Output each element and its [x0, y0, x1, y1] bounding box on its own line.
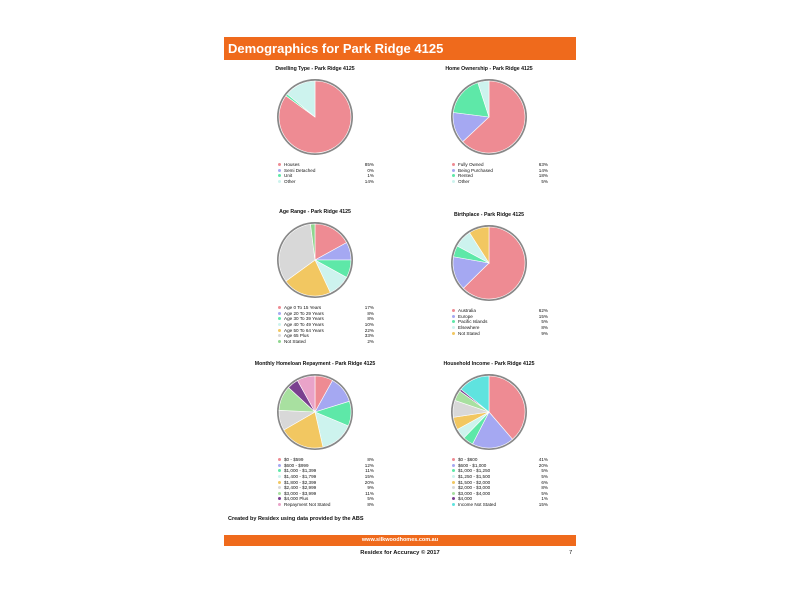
legend-value: 5%	[367, 496, 374, 502]
legend-value: 85%	[364, 162, 374, 168]
legend-label: $3,000 - $3,999	[284, 490, 317, 496]
source-credit: Created by Residex using data provided by the ABS	[228, 516, 364, 522]
pie-svg	[448, 222, 530, 304]
legend-swatch	[452, 503, 455, 506]
legend-value: 0%	[367, 167, 374, 173]
legend-label: Not Stated	[284, 338, 306, 344]
chart-legend	[278, 162, 400, 184]
legend-swatch	[278, 340, 281, 343]
legend-value: 5%	[541, 179, 548, 185]
legend-swatch	[452, 326, 455, 329]
chart-legend	[452, 308, 574, 336]
legend-value: 62%	[538, 308, 548, 314]
birthplace-chart	[404, 212, 574, 336]
legend-label: $1,800 - $2,399	[284, 479, 317, 485]
legend-swatch	[452, 309, 455, 312]
legend-value: 1%	[367, 173, 374, 179]
legend-label: $600 - $999	[284, 462, 309, 468]
page-title: Demographics for Park Ridge 4125	[228, 41, 444, 56]
legend-value: 11%	[365, 468, 374, 474]
legend-swatch	[452, 458, 455, 461]
legend-value: 33%	[364, 333, 374, 339]
household-income-chart	[404, 361, 574, 507]
legend-value: 9%	[367, 485, 374, 491]
legend-label: $600 - $1,000	[458, 462, 487, 468]
legend-item	[452, 330, 574, 336]
chart-legend	[278, 457, 400, 507]
legend-value: 5%	[541, 474, 548, 480]
age-range-chart	[230, 209, 400, 344]
legend-label: Age 30 To 39 Years	[284, 316, 324, 322]
legend-value: 8%	[367, 316, 374, 322]
legend-label: Being Purchased	[458, 167, 493, 173]
dwelling-type-chart	[230, 66, 400, 184]
legend-value: 18%	[538, 173, 548, 179]
legend-swatch	[278, 317, 281, 320]
chart-title: Birthplace - Park Ridge 4125	[453, 212, 525, 218]
legend-label: Age 65 Plus	[284, 333, 309, 339]
legend-item	[452, 502, 574, 508]
legend-swatch	[278, 486, 281, 489]
chart-title: Home Ownership - Park Ridge 4125	[445, 66, 533, 72]
legend-label: $1,000 - $1,250	[458, 468, 491, 474]
legend-swatch	[452, 497, 455, 500]
legend-label: $1,500 - $2,000	[458, 479, 491, 485]
legend-label: Pacific Islands	[458, 319, 488, 325]
legend-swatch	[452, 169, 455, 172]
pie-svg	[448, 371, 530, 453]
legend-value: 2%	[367, 338, 374, 344]
legend-item	[452, 179, 574, 185]
legend-swatch	[452, 464, 455, 467]
legend-swatch	[452, 180, 455, 183]
legend-value: 11%	[365, 490, 374, 496]
website-link[interactable]: www.silkwoodhomes.com.au	[361, 537, 439, 543]
legend-swatch	[278, 306, 281, 309]
legend-value: 15%	[364, 474, 374, 480]
legend-value: 14%	[538, 167, 548, 173]
legend-label: Semi Detached	[284, 167, 316, 173]
legend-value: 8%	[367, 310, 374, 316]
legend-label: $1,000 - $1,399	[284, 468, 317, 474]
legend-value: 1%	[541, 496, 548, 502]
pie-svg	[274, 219, 356, 301]
legend-label: Not Stated	[458, 330, 480, 336]
chart-legend	[278, 305, 400, 344]
legend-label: Income Not Stated	[458, 502, 497, 508]
legend-swatch	[278, 312, 281, 315]
chart-legend	[452, 457, 574, 507]
legend-swatch	[452, 332, 455, 335]
legend-label: $1,250 - $1,500	[458, 474, 491, 480]
legend-value: 17%	[364, 305, 374, 311]
legend-swatch	[452, 315, 455, 318]
legend-label: $2,400 - $2,999	[284, 485, 317, 491]
legend-swatch	[278, 492, 281, 495]
legend-label: Rented	[458, 173, 473, 179]
legend-value: 14%	[364, 179, 374, 185]
legend-label: Fully Owned	[458, 162, 484, 168]
legend-label: Other	[458, 179, 470, 185]
legend-value: 12%	[364, 462, 374, 468]
legend-swatch	[452, 475, 455, 478]
legend-value: 15%	[538, 313, 548, 319]
legend-value: 10%	[364, 322, 374, 328]
legend-value: 5%	[541, 468, 548, 474]
legend-item	[278, 339, 400, 345]
legend-item	[278, 179, 400, 185]
legend-value: 6%	[541, 479, 548, 485]
legend-label: $0 - $599	[284, 457, 304, 463]
legend-label: Age 0 To 15 Years	[284, 305, 322, 311]
legend-value: 20%	[364, 479, 374, 485]
legend-swatch	[452, 469, 455, 472]
legend-value: 8%	[541, 485, 548, 491]
footer-website-bar	[224, 535, 576, 546]
legend-label: $3,000 - $4,000	[458, 490, 491, 496]
legend-swatch	[452, 481, 455, 484]
legend-value: 9%	[541, 330, 548, 336]
legend-swatch	[278, 458, 281, 461]
legend-label: Age 50 To 64 Years	[284, 327, 324, 333]
chart-legend	[452, 162, 574, 184]
legend-swatch	[278, 169, 281, 172]
legend-swatch	[278, 180, 281, 183]
page-header-bar	[224, 37, 576, 60]
pie-svg	[274, 76, 356, 158]
legend-label: Age 40 To 49 Years	[284, 322, 324, 328]
legend-swatch	[278, 329, 281, 332]
legend-label: Europe	[458, 313, 473, 319]
legend-swatch	[278, 323, 281, 326]
legend-swatch	[278, 503, 281, 506]
legend-swatch	[452, 486, 455, 489]
legend-swatch	[452, 163, 455, 166]
legend-value: 41%	[538, 457, 548, 463]
legend-swatch	[278, 469, 281, 472]
legend-swatch	[278, 163, 281, 166]
legend-swatch	[452, 174, 455, 177]
legend-swatch	[452, 492, 455, 495]
chart-title: Household Income - Park Ridge 4125	[443, 361, 535, 367]
chart-title: Dwelling Type - Park Ridge 4125	[275, 66, 355, 72]
legend-label: Age 20 To 29 Years	[284, 310, 324, 316]
legend-label: Elsewhere	[458, 325, 480, 331]
legend-swatch	[278, 334, 281, 337]
legend-swatch	[278, 475, 281, 478]
legend-value: 5%	[541, 319, 548, 325]
legend-label: Repayment Not Stated	[284, 502, 331, 508]
legend-value: 63%	[538, 162, 548, 168]
legend-label: Houses	[284, 162, 300, 168]
pie-svg	[274, 371, 356, 453]
legend-label: Unit	[284, 173, 293, 179]
legend-label: $4,000	[458, 496, 473, 502]
legend-label: Australia	[458, 308, 476, 314]
legend-value: 22%	[364, 327, 374, 333]
legend-label: $0 - $600	[458, 457, 478, 463]
legend-value: 20%	[538, 462, 548, 468]
legend-value: 8%	[367, 457, 374, 463]
page-number: 7	[569, 550, 573, 556]
legend-value: 8%	[541, 325, 548, 331]
homeloan-repayment-chart	[230, 361, 400, 507]
legend-value: 15%	[538, 502, 548, 508]
legend-label: $1,400 - $1,799	[284, 474, 317, 480]
pie-svg	[448, 76, 530, 158]
footer-copyright: Residex for Accuracy © 2017	[360, 550, 440, 556]
legend-value: 8%	[367, 502, 374, 508]
legend-label: $2,000 - $3,000	[458, 485, 491, 491]
chart-title: Age Range - Park Ridge 4125	[279, 209, 351, 215]
home-ownership-chart	[404, 66, 574, 184]
legend-label: Other	[284, 179, 296, 185]
legend-swatch	[278, 174, 281, 177]
legend-value: 5%	[541, 490, 548, 496]
legend-swatch	[278, 464, 281, 467]
legend-swatch	[452, 320, 455, 323]
chart-title: Monthly Homeloan Repayment - Park Ridge 4125	[254, 361, 376, 367]
legend-item	[278, 502, 400, 508]
legend-swatch	[278, 497, 281, 500]
legend-swatch	[278, 481, 281, 484]
legend-label: $4,000 Plus	[284, 496, 309, 502]
